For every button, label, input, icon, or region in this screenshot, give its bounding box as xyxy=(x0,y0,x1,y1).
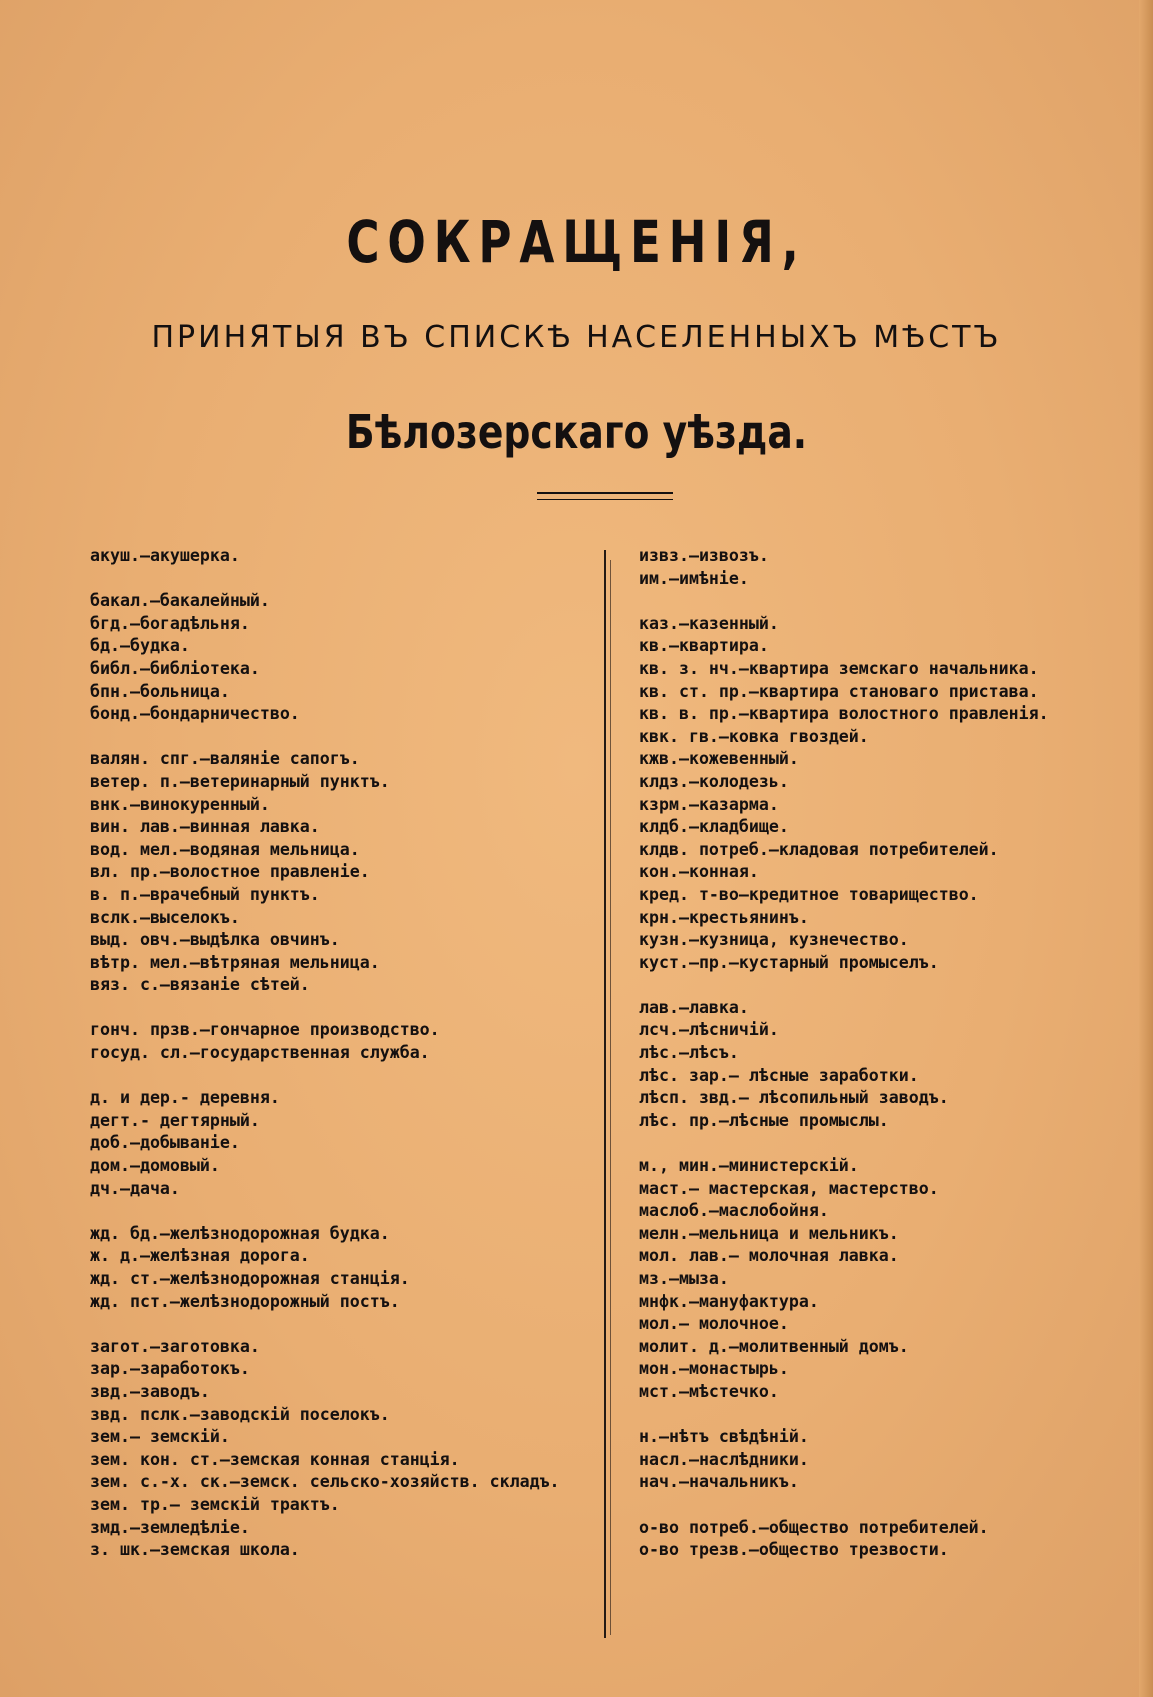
abbreviation-entry: вслк.—выселокъ. xyxy=(90,907,240,927)
page-subtitle: ПРИНЯТЫЯ ВЪ СПИСКѢ НАСЕЛЕННЫХЪ МѢСТЪ xyxy=(151,320,1002,355)
abbreviation-entry: лав.—лавка. xyxy=(639,997,749,1017)
group-gap xyxy=(90,1313,590,1336)
abbreviation-entry: крн.—крестьянинъ. xyxy=(639,907,809,927)
abbreviation-entry: клдв. потреб.—кладовая потребителей. xyxy=(639,839,999,859)
abbreviation-entry: лѣсп. звд.– лѣсопильный заводъ. xyxy=(639,1088,949,1108)
group-gap xyxy=(639,1404,1139,1427)
abbreviation-entry: мол. лав.– молочная лавка. xyxy=(639,1246,899,1266)
group-gap xyxy=(639,590,1139,613)
abbreviation-entry: госуд. сл.—государственная служба. xyxy=(90,1043,430,1063)
abbreviation-entry: о-во потреб.—общество потребителей. xyxy=(639,1517,989,1537)
abbreviation-entry: мелн.—мельница и мельникъ. xyxy=(639,1223,899,1243)
abbreviations-left-column xyxy=(90,545,590,1562)
abbreviation-entry: кв.—квартира. xyxy=(639,636,769,656)
abbreviation-entry: им.—имѣніе. xyxy=(639,568,749,588)
abbreviation-entry: жд. ст.—желѣзнодорожная станція. xyxy=(90,1269,410,1288)
abbreviation-entry: мз.—мыза. xyxy=(639,1269,729,1288)
abbreviation-entry: д. и дер.- деревня. xyxy=(90,1088,280,1108)
abbreviation-entry: валян. спг.—валяніе сапогъ. xyxy=(90,749,360,769)
abbreviation-entry: маст.– мастерская, мастерство. xyxy=(639,1178,939,1198)
abbreviation-entry: дч.—дача. xyxy=(90,1178,180,1198)
abbreviation-entry: зем.– земскій. xyxy=(90,1427,230,1447)
abbreviation-entry: каз.—казенный. xyxy=(639,613,779,633)
group-gap xyxy=(90,568,590,591)
abbreviation-entry: дегт.- дегтярный. xyxy=(90,1110,260,1130)
page-title: СОКРАЩЕНІЯ, xyxy=(346,208,807,276)
abbreviation-entry: з. шк.—земская школа. xyxy=(90,1540,300,1560)
abbreviation-entry: загот.—заготовка. xyxy=(90,1336,260,1356)
abbreviation-entry: акуш.—акушерка. xyxy=(90,546,240,565)
abbreviation-entry: кред. т-во—кредитное товарищество. xyxy=(639,884,979,904)
abbreviation-entry: змд.—земледѣліе. xyxy=(90,1517,250,1537)
group-gap xyxy=(639,974,1139,997)
abbreviation-entry: библ.—библіотека. xyxy=(90,658,260,678)
abbreviation-entry: лѣс. пр.—лѣсные промыслы. xyxy=(639,1110,889,1130)
abbreviation-entry: клдб.—кладбище. xyxy=(639,817,789,837)
abbreviation-entry: внк.—винокуренный. xyxy=(90,794,270,814)
group-gap xyxy=(90,1200,590,1223)
column-divider-thin xyxy=(610,560,611,1635)
abbreviation-entry: зем. тр.– земскій трактъ. xyxy=(90,1494,340,1514)
abbreviation-entry: бпн.—больница. xyxy=(90,681,230,701)
abbreviation-entry: кв. в. пр.—квартира волостного правленія. xyxy=(639,704,1049,724)
abbreviation-entry: куст.–пр.–кустарный промыселъ. xyxy=(639,952,939,972)
abbreviation-entry: молит. д.—молитвенный домъ. xyxy=(639,1336,909,1356)
abbreviation-entry: доб.—добываніе. xyxy=(90,1133,240,1153)
abbreviation-entry: звд.—заводъ. xyxy=(90,1381,210,1401)
abbreviation-entry: кв. з. нч.—квартира земскаго начальника. xyxy=(639,658,1039,678)
heading-rule-thin xyxy=(537,499,673,500)
page-edge-shadow xyxy=(1139,0,1153,1697)
abbreviation-entry: кон.—конная. xyxy=(639,862,759,882)
abbreviation-entry: кузн.—кузница, кузнечество. xyxy=(639,930,909,950)
abbreviation-entry: маслоб.—маслобойня. xyxy=(639,1201,829,1221)
abbreviation-entry: жд. бд.—желѣзнодорожная будка. xyxy=(90,1223,390,1243)
abbreviation-entry: кв. ст. пр.—квартира становаго пристава. xyxy=(639,681,1039,701)
abbreviation-entry: вод. мел.—водяная мельница. xyxy=(90,839,360,859)
abbreviation-entry: мол.– молочное. xyxy=(639,1314,789,1334)
abbreviation-entry: лѣс. зар.– лѣсные заработки. xyxy=(639,1065,919,1085)
abbreviation-entry: клдз.—колодезь. xyxy=(639,771,789,791)
abbreviation-entry: ветер. п.—ветеринарный пунктъ. xyxy=(90,771,390,791)
abbreviation-entry: вѣтр. мел.—вѣтряная мельница. xyxy=(90,952,380,972)
abbreviation-entry: нач.—начальникъ. xyxy=(639,1472,799,1492)
abbreviation-entry: бгд.—богадѣльня. xyxy=(90,613,250,633)
abbreviations-right-column xyxy=(639,545,1139,1562)
abbreviation-entry: ж. д.—желѣзная дорога. xyxy=(90,1246,310,1266)
abbreviation-entry: извз.—извозъ. xyxy=(639,546,769,565)
group-gap xyxy=(639,1132,1139,1155)
abbreviation-entry: вин. лав.—винная лавка. xyxy=(90,817,320,837)
abbreviation-entry: квк. гв.—ковка гвоздей. xyxy=(639,726,869,746)
group-gap xyxy=(90,726,590,749)
abbreviation-entry: насл.—наслѣдники. xyxy=(639,1449,809,1469)
abbreviation-entry: мон.—монастырь. xyxy=(639,1359,789,1379)
heading-rule xyxy=(537,492,673,494)
abbreviation-entry: бакал.—бакалейный. xyxy=(90,591,270,611)
abbreviation-entry: лсч.—лѣсничій. xyxy=(639,1020,779,1040)
abbreviation-entry: вл. пр.—волостное правленіе. xyxy=(90,862,370,882)
abbreviation-entry: в. п.—врачебный пунктъ. xyxy=(90,884,320,904)
abbreviation-entry: гонч. прзв.—гончарное производство. xyxy=(90,1020,440,1040)
abbreviation-entry: зар.—заработокъ. xyxy=(90,1359,250,1379)
abbreviation-entry: жд. пст.—желѣзнодорожный постъ. xyxy=(90,1291,400,1311)
abbreviation-entry: бд.—будка. xyxy=(90,636,190,656)
abbreviation-entry: зем. кон. ст.—земская конная станція. xyxy=(90,1449,460,1469)
abbreviation-entry: кжв.—кожевенный. xyxy=(639,749,799,769)
abbreviation-entry: зем. с.-х. ск.—земск. сельско-хозяйств. складъ. xyxy=(90,1472,560,1492)
abbreviation-entry: бонд.—бондарничество. xyxy=(90,704,300,724)
group-gap xyxy=(90,997,590,1020)
abbreviation-entry: выд. овч.—выдѣлка овчинъ. xyxy=(90,930,340,950)
group-gap xyxy=(639,1494,1139,1517)
abbreviation-entry: н.—нѣтъ свѣдѣній. xyxy=(639,1427,809,1447)
column-divider xyxy=(604,550,606,1638)
abbreviation-entry: мст.—мѣстечко. xyxy=(639,1381,779,1401)
group-gap xyxy=(90,1065,590,1088)
abbreviation-entry: о-во трезв.—общество трезвости. xyxy=(639,1540,949,1560)
abbreviation-entry: кзрм.—казарма. xyxy=(639,794,779,814)
abbreviation-entry: звд. пслк.—заводскій поселокъ. xyxy=(90,1404,390,1424)
abbreviation-entry: мнфк.—мануфактура. xyxy=(639,1291,819,1311)
abbreviation-entry: дом.—домовый. xyxy=(90,1156,220,1176)
abbreviation-entry: вяз. с.—вязаніе сѣтей. xyxy=(90,975,310,995)
abbreviation-entry: лѣс.—лѣсъ. xyxy=(639,1043,739,1063)
district-heading: Бѣлозерскаго уѣзда. xyxy=(345,405,808,459)
abbreviation-entry: м., мин.—министерскій. xyxy=(639,1156,859,1176)
